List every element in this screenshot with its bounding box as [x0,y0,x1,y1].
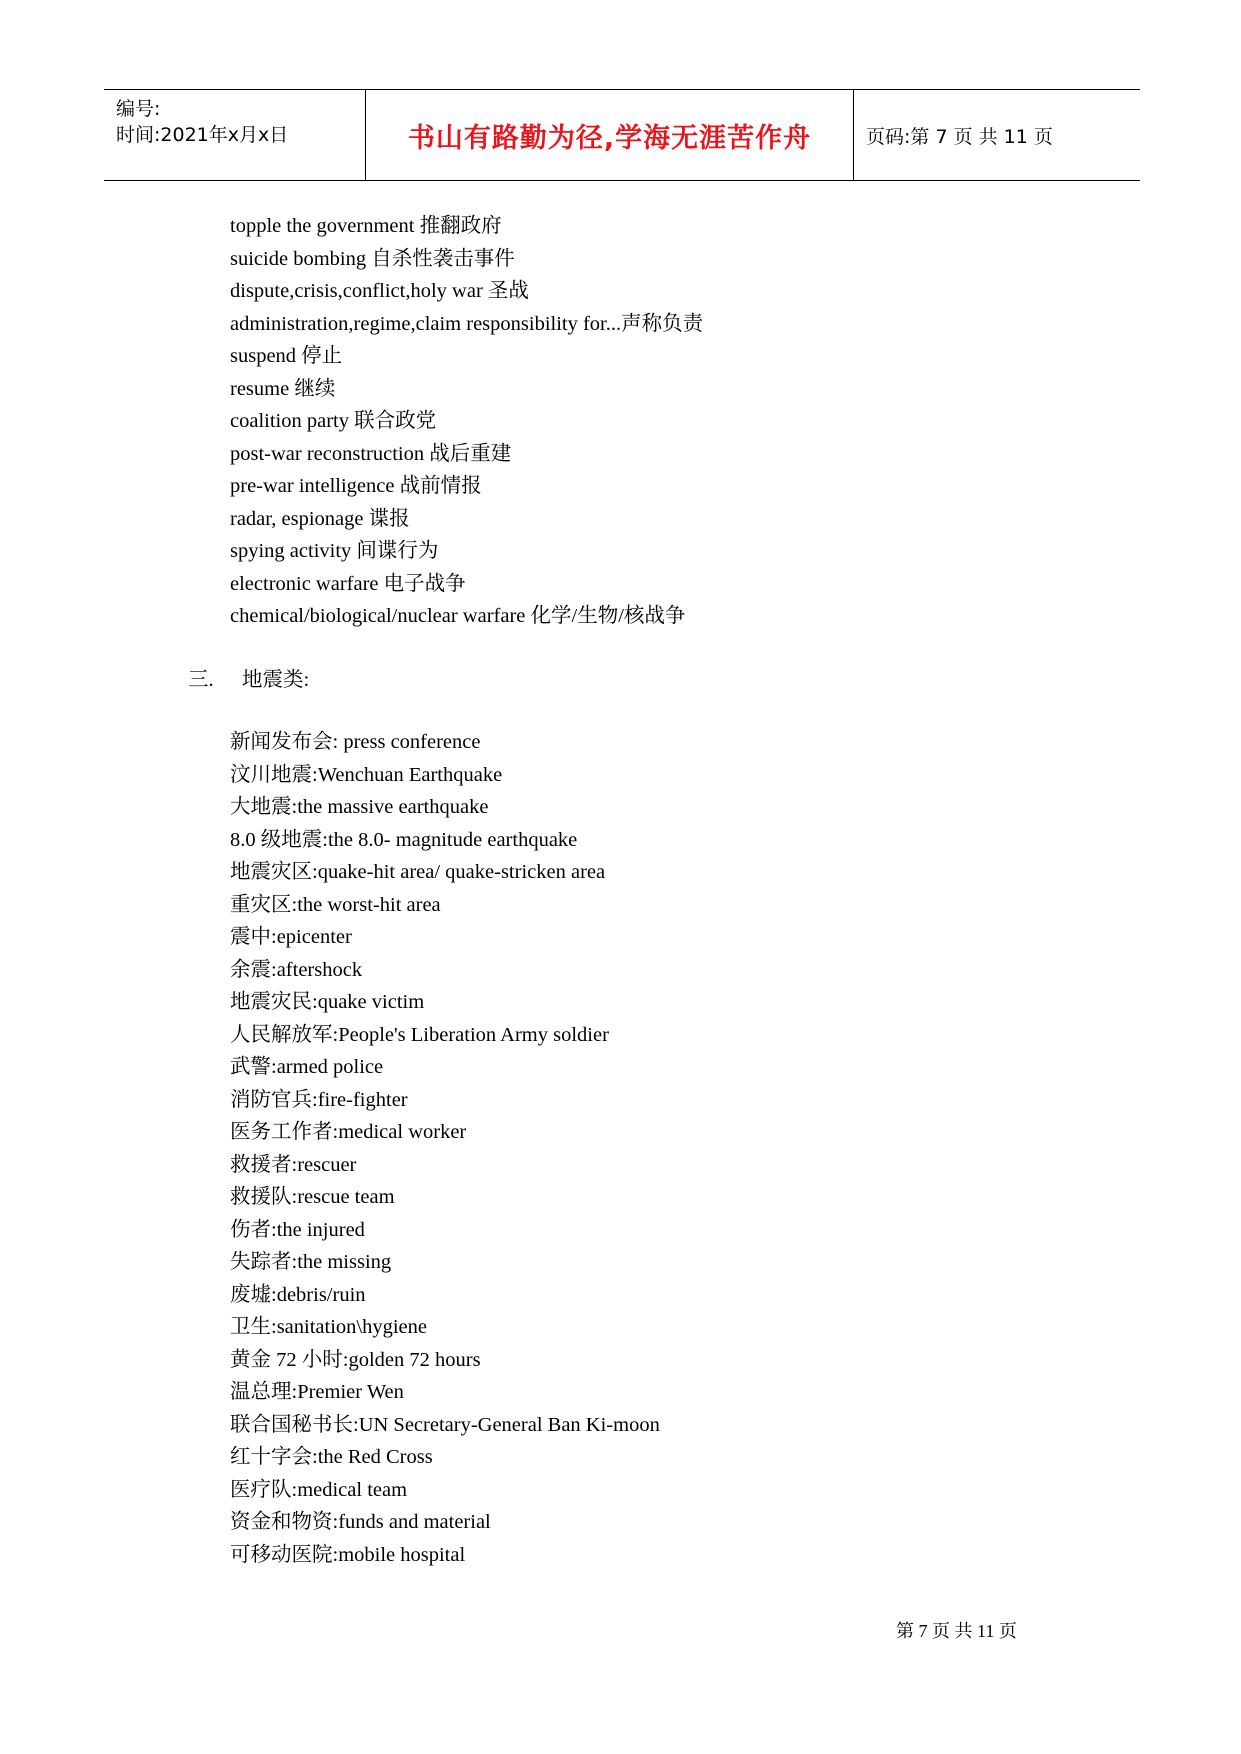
section-title: 地震类: [242,669,310,691]
list-item: 资金和物资:funds and material [230,1511,491,1533]
earthquake-terms-list [230,726,660,1571]
list-item: 武警:armed police [230,1056,384,1078]
list-item: 黄金 72 小时:golden 72 hours [230,1348,481,1371]
list-item: post-war reconstruction 战后重建 [230,442,512,465]
list-item: dispute,crisis,conflict,holy war 圣战 [230,280,529,302]
header-motto-cell [366,90,854,180]
header-motto: 书山有路勤为径,学海无涯苦作舟 [407,122,812,154]
list-item: electronic warfare 电子战争 [230,572,466,595]
list-item: topple the government 推翻政府 [230,215,502,237]
list-item: pre-war intelligence 战前情报 [230,475,482,497]
war-terms-list [230,210,703,633]
list-item: 医疗队:medical team [230,1478,408,1501]
header-info-cell [104,90,366,180]
list-item: 联合国秘书长:UN Secretary-General Ban Ki-moon [230,1413,660,1436]
list-item: 温总理:Premier Wen [230,1381,404,1403]
list-item: 新闻发布会: press conference [230,731,481,753]
list-item: 地震灾区:quake-hit area/ quake-stricken area [230,861,606,883]
list-item: 救援队:rescue team [230,1186,395,1208]
list-item: coalition party 联合政党 [230,410,437,432]
header-page-cell [854,90,1140,180]
list-item: suicide bombing 自杀性袭击事件 [230,247,515,270]
list-item: 余震:aftershock [230,958,363,981]
page-footer [896,1617,1017,1643]
list-item: suspend 停止 [230,345,343,367]
list-item: 人民解放军:People's Liberation Army soldier [230,1023,609,1046]
list-item: 可移动医院:mobile hospital [230,1543,466,1566]
list-item: 8.0 级地震:the 8.0- magnitude earthquake [230,828,578,851]
list-item: administration,regime,claim responsibility for...声称负责 [230,312,704,335]
list-item: 汶川地震:Wenchuan Earthquake [230,763,503,786]
list-item: 废墟:debris/ruin [230,1283,366,1306]
list-item: chemical/biological/nuclear warfare 化学/生物/核战争 [230,605,686,627]
list-item: resume 继续 [230,377,336,400]
page-header [104,89,1140,181]
list-item: 重灾区:the worst-hit area [230,893,441,916]
list-item: 卫生:sanitation\hygiene [230,1316,427,1338]
document-time-label: 时间:2021年x月x日 [116,124,289,146]
list-item: 大地震:the massive earthquake [230,796,489,818]
list-item: 伤者:the injured [230,1218,365,1241]
list-item: 消防官兵:fire-fighter [230,1088,408,1111]
list-item: 地震灾民:quake victim [230,991,425,1013]
section-heading [188,662,309,692]
list-item: radar, espionage 谍报 [230,507,410,530]
document-number-label: 编号: [116,98,161,120]
header-page-number: 页码:第 7 页 共 11 页 [866,125,1053,148]
list-item: 红十字会:the Red Cross [230,1446,433,1468]
footer-page-number: 第 7 页 共 11 页 [896,1621,1017,1641]
section-number: 三. [188,669,214,691]
list-item: 震中:epicenter [230,926,352,948]
list-item: spying activity 间谍行为 [230,540,439,562]
list-item: 失踪者:the missing [230,1251,392,1273]
list-item: 救援者:rescuer [230,1153,357,1176]
list-item: 医务工作者:medical worker [230,1121,467,1143]
